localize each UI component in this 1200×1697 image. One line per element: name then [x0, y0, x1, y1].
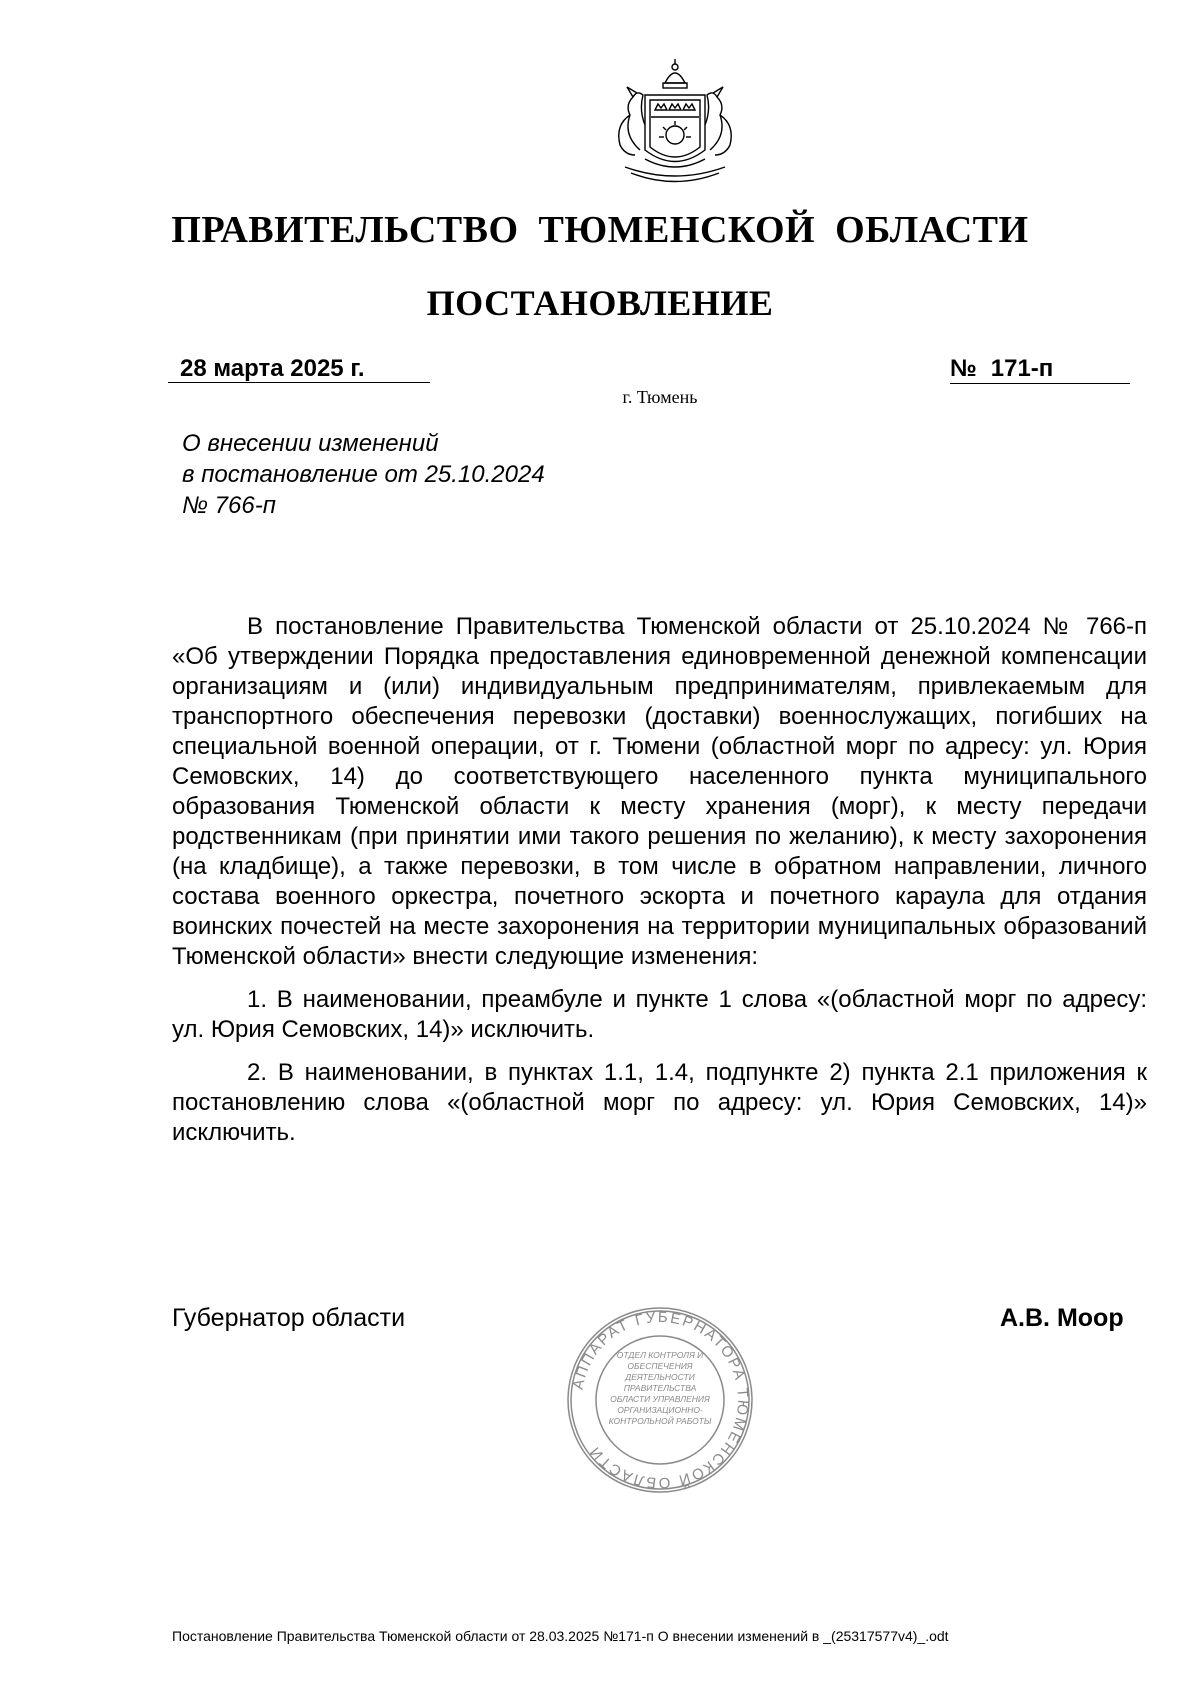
- subject-line: № 766-п: [182, 492, 276, 519]
- official-stamp-icon: [565, 1305, 755, 1495]
- body-item-1: 1. В наименовании, преамбуле и пункте 1 слова «(областной морг по адресу: ул. Юрия Семовских, 14)» исключить.: [172, 986, 1147, 1043]
- document-type: ПОСТАНОВЛЕНИЕ: [426, 283, 774, 323]
- body-item-2: 2. В наименовании, в пунктах 1.1, 1.4, подпункте 2) пункта 2.1 приложения к постановлению слова «(областной морг по адресу: ул. Юрия Семовских, 14)» исключить.: [172, 1059, 1147, 1146]
- stamp-inner-text: ОТДЕЛ КОНТРОЛЯ И ОБЕСПЕЧЕНИЯ ДЕЯТЕЛЬНОСТИ ПРАВИТЕЛЬСТВА ОБЛАСТИ УПРАВЛЕНИЯ ОРГАНИЗАЦИОННО-КОНТРОЛЬНОЙ РАБОТЫ: [608, 1350, 712, 1426]
- coat-of-arms-icon: [595, 55, 755, 195]
- number-value: 171-п: [990, 355, 1054, 382]
- body-intro-paragraph: В постановление Правительства Тюменской области от 25.10.2024 № 766-п «Об утверждении Порядка предоставления единовременной денежной компенсации организациям и (или) индивидуальным предпринимателям, привлекаемым для транспортного обеспечения перевозки (доставки) военнослужащих, погибших на специальной военной операции, от г. Тюмени (областной морг по адресу: ул. Юрия Семовских, 14) до соответствующего населенного пункта муниципального образования Тюменской области к месту хранения (морг), к месту передачи родственникам (при принятии ими такого решения по желанию), к месту захоронения (на кладбище), а также перевозки, в том числе в обратном направлении, личного состава военного оркестра, почетного эскорта и почетного караула для отдания воинских почестей на месте захоронения на территории муниципальных образований Тюменской области» внести следующие изменения:: [172, 613, 1147, 970]
- document-subject: [182, 428, 742, 521]
- stamp-outer-text: АППАРАТ ГУБЕРНАТОРА ТЮМЕНСКОЙ ОБЛАСТИ: [569, 1308, 752, 1492]
- city-name: г. Тюмень: [622, 387, 698, 407]
- number-label: №: [950, 355, 977, 382]
- subject-line: О внесении изменений: [182, 430, 439, 457]
- document-number: [950, 355, 1130, 384]
- footer-filename: Постановление Правительства Тюменской области от 28.03.2025 №171-п О внесении изменений в _(25317577v4)_.odt: [172, 1628, 949, 1644]
- document-date: 28 марта 2025 г.: [168, 355, 430, 383]
- subject-line: в постановление от 25.10.2024: [182, 461, 545, 488]
- signer-role: Губернатор области: [172, 1304, 406, 1332]
- organization-title: ПРАВИТЕЛЬСТВО ТЮМЕНСКОЙ ОБЛАСТИ: [171, 209, 1029, 251]
- signer-name: А.В. Моор: [1000, 1304, 1124, 1332]
- document-body: [172, 612, 1147, 1148]
